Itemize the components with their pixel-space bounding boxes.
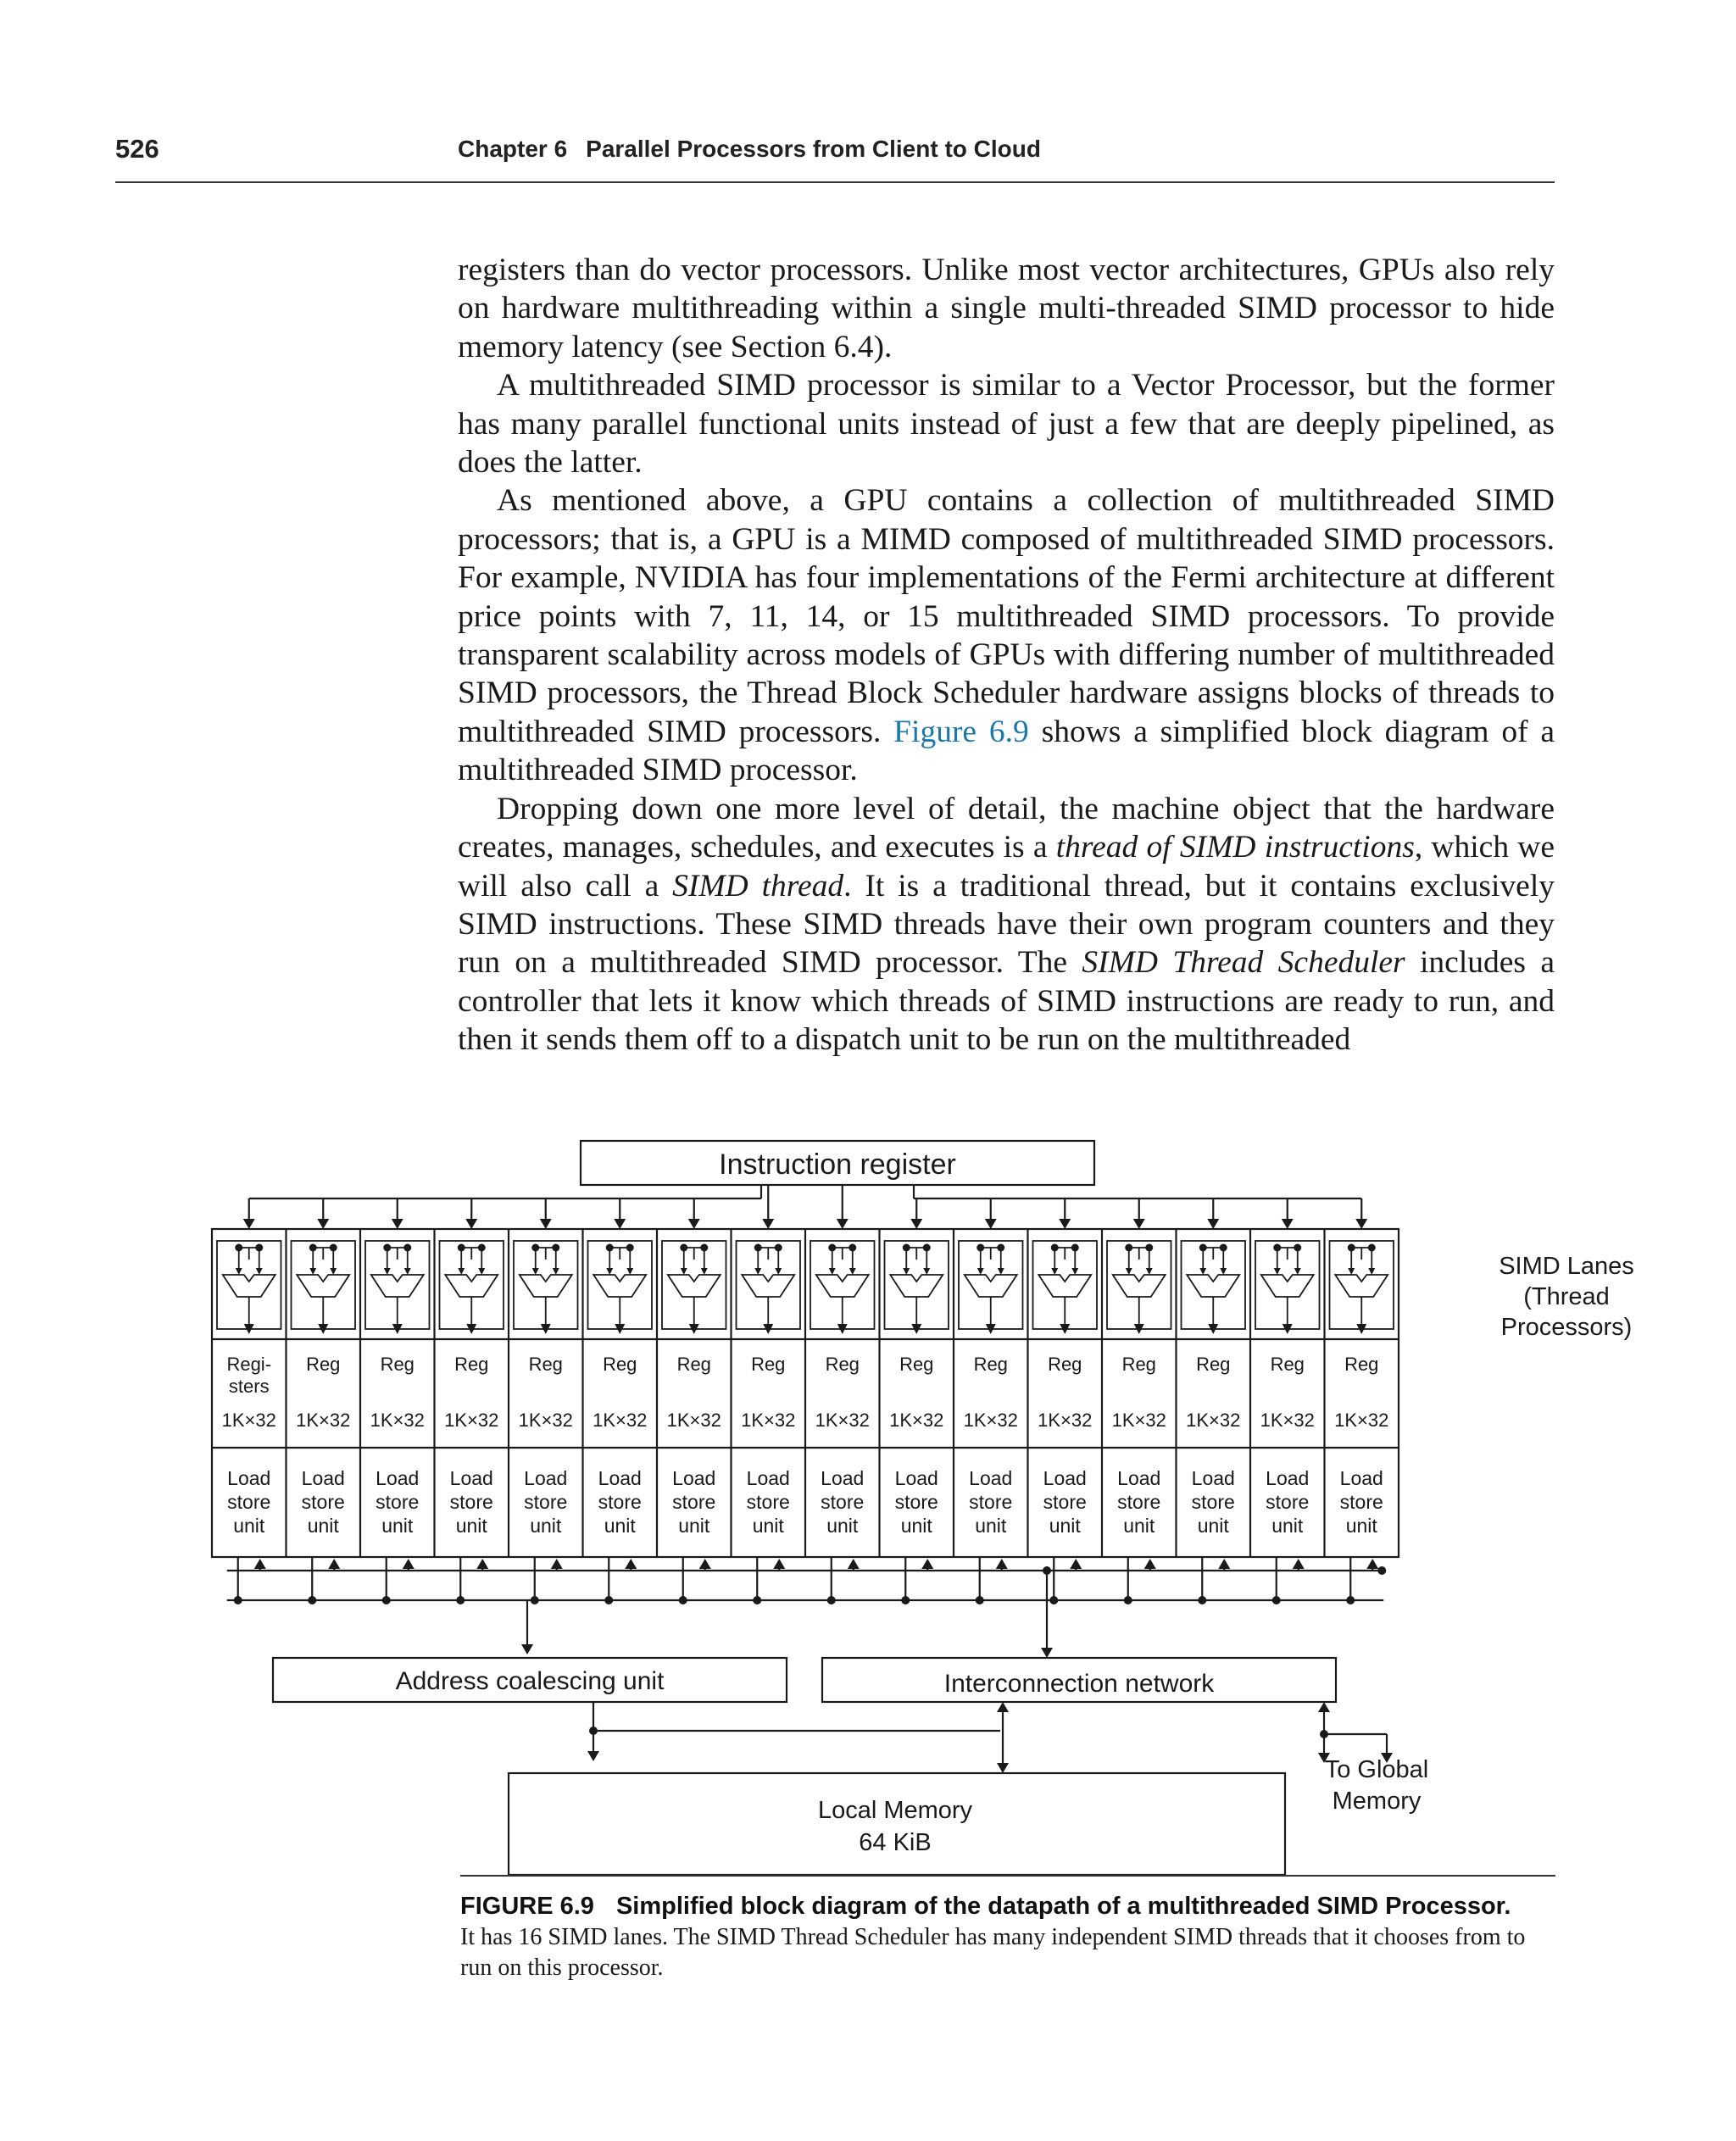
register-file-label: Reg [973, 1354, 1008, 1375]
bus-junction [1049, 1596, 1058, 1604]
instruction-register-label: Instruction register [719, 1148, 956, 1181]
paragraph-4-text-b: , which we will also call a [458, 830, 1555, 904]
running-head [458, 136, 1041, 163]
bus-junction [308, 1596, 316, 1604]
register-file-size: 1K×32 [444, 1410, 499, 1431]
load-store-unit-label: Load [821, 1467, 865, 1489]
load-store-unit-label: store [598, 1491, 642, 1513]
register-file-size: 1K×32 [1334, 1410, 1389, 1431]
paragraph-3-text-b: shows a simplified block diagram of a multithreaded SIMD processor. [458, 714, 1555, 788]
paragraph-3-text-a: As mentioned above, a GPU contains a collection of multithreaded SIMD processors; that is, a GPU is a MIMD composed of multithreaded SIMD processors. For example, NVIDIA has four implementations of the Fermi architecture at different price points with 7, 11, 14, or 15 multithreaded SIMD processors. To provide transparent scalability across models of GPUs with differing number of multithreaded SIMD processors, the Thread Block Scheduler hardware assigns blocks of threads to multithreaded SIMD processors. [458, 483, 1555, 749]
bus-junction [1198, 1596, 1206, 1604]
simd-lanes-label: SIMD Lanes [1499, 1253, 1634, 1280]
ir-lane-arrow [614, 1219, 626, 1229]
load-store-unit-label: unit [1123, 1515, 1155, 1537]
register-file-size: 1K×32 [963, 1410, 1018, 1431]
register-file-label: Reg [1121, 1354, 1156, 1375]
simd-lanes-label: Processors) [1500, 1314, 1633, 1341]
lsu-return-arrow [1218, 1559, 1230, 1569]
load-store-unit-label: unit [307, 1515, 339, 1537]
alu-icon [514, 1241, 578, 1334]
ir-lane-arrow [1355, 1219, 1367, 1229]
interconnection-network-label: Interconnection network [943, 1670, 1215, 1698]
register-file-size: 1K×32 [370, 1410, 425, 1431]
page-header [115, 127, 1555, 183]
load-store-unit-label: Load [449, 1467, 493, 1489]
register-file-label: Reg [676, 1354, 711, 1375]
lsu-return-arrow [848, 1559, 860, 1569]
ir-lane-arrow [1207, 1219, 1219, 1229]
load-store-unit-label: unit [530, 1515, 562, 1537]
load-store-unit-label: Load [1191, 1467, 1235, 1489]
load-store-unit-label: store [1191, 1491, 1235, 1513]
load-store-unit-label: store [1043, 1491, 1087, 1513]
register-file-size: 1K×32 [815, 1410, 870, 1431]
bus-junction [1346, 1596, 1355, 1604]
load-store-unit-label: Load [227, 1467, 271, 1489]
register-file-size: 1K×32 [1260, 1410, 1315, 1431]
register-file-label: Reg [380, 1354, 415, 1375]
alu-icon [1182, 1241, 1246, 1334]
bus-junction [456, 1596, 465, 1604]
load-store-unit-label: Load [672, 1467, 716, 1489]
load-store-unit-label: Load [746, 1467, 790, 1489]
register-file-label: Reg [1196, 1354, 1231, 1375]
load-store-unit-label: Load [894, 1467, 938, 1489]
ir-lane-arrow [910, 1219, 922, 1229]
ir-lane-arrow [985, 1219, 997, 1229]
register-file-label: Reg [603, 1354, 637, 1375]
register-file-label: Reg [899, 1354, 934, 1375]
address-coalescing-unit-label: Address coalescing unit [395, 1667, 665, 1695]
bus-junction [1124, 1596, 1132, 1604]
page-number: 526 [115, 134, 159, 164]
bus-junction [679, 1596, 687, 1604]
chapter-label: Chapter 6 [458, 136, 568, 162]
bus-junction [1377, 1566, 1386, 1575]
alu-icon [1107, 1241, 1171, 1334]
alu-icon [440, 1241, 504, 1334]
lsu-return-arrow [328, 1559, 340, 1569]
load-store-unit-label: store [376, 1491, 420, 1513]
load-store-unit-label: store [449, 1491, 493, 1513]
load-store-unit-label: store [227, 1491, 271, 1513]
load-store-unit-label: Load [1043, 1467, 1087, 1489]
register-file-label: Reg [1270, 1354, 1305, 1375]
load-store-unit-label: store [1117, 1491, 1161, 1513]
load-store-unit-label: Load [1117, 1467, 1161, 1489]
load-store-unit-label: unit [233, 1515, 265, 1537]
ir-lane-arrow [540, 1219, 552, 1229]
body-text [458, 251, 1555, 1059]
paragraph-3 [458, 481, 1555, 789]
paragraph-4-text-d: includes a controller that lets it know which threads of SIMD instructions are ready to run, and then it sends them off to a dispatch unit to be run on the multithreaded [458, 945, 1555, 1058]
load-store-unit-label: Load [524, 1467, 568, 1489]
alu-icon [217, 1241, 281, 1334]
load-store-unit-label: Load [1339, 1467, 1383, 1489]
paragraph-1: registers than do vector processors. Unlike most vector architectures, GPUs also rely on hardware multithreading within a single multi-threaded SIMD processor to hide memory latency (see Section 6.4). [458, 253, 1555, 364]
lsu-return-arrow [1366, 1559, 1378, 1569]
alu-icon [662, 1241, 726, 1334]
chapter-title: Parallel Processors from Client to Cloud [586, 136, 1041, 162]
local-memory-box [509, 1773, 1285, 1875]
local-memory-label: 64 KiB [859, 1829, 932, 1856]
caption-text: It has 16 SIMD lanes. The SIMD Thread Scheduler has many independent SIMD threads that it chooses from to run on this processor. [460, 1924, 1526, 1981]
load-store-unit-label: store [969, 1491, 1013, 1513]
alu-icon [810, 1241, 875, 1334]
register-file-label: Reg [528, 1354, 563, 1375]
load-store-unit-label: unit [752, 1515, 784, 1537]
ir-lane-arrow [762, 1219, 774, 1229]
load-store-unit-label: unit [1271, 1515, 1304, 1537]
lsu-return-arrow [1293, 1559, 1305, 1569]
bus-junction [753, 1596, 761, 1604]
lsu-return-arrow [773, 1559, 785, 1569]
load-store-unit-label: unit [381, 1515, 414, 1537]
to-global-memory-label: Memory [1332, 1788, 1422, 1815]
paragraph-4 [458, 790, 1555, 1059]
local-memory-arrow [587, 1751, 599, 1761]
lsu-return-arrow [1144, 1559, 1156, 1569]
load-store-unit-label: unit [1049, 1515, 1081, 1537]
ir-lane-arrow [317, 1219, 329, 1229]
to-coalescing-arrow [521, 1644, 533, 1654]
paragraph-4-text-c: . It is a traditional thread, but it contains exclusively SIMD instructions. These SIMD threads have their own program counters and they run on a multithreaded SIMD processor. The [458, 868, 1555, 981]
load-store-unit-label: unit [1345, 1515, 1377, 1537]
load-store-unit-label: Load [376, 1467, 420, 1489]
lsu-return-arrow [551, 1559, 563, 1569]
lsu-return-arrow [699, 1559, 711, 1569]
load-store-unit-label: unit [975, 1515, 1007, 1537]
alu-icon [1330, 1241, 1394, 1334]
load-store-unit-label: store [524, 1491, 568, 1513]
load-store-unit-label: unit [826, 1515, 859, 1537]
to-interconnect-arrow [1041, 1648, 1053, 1658]
register-file-size: 1K×32 [1038, 1410, 1093, 1431]
alu-icon [1033, 1241, 1098, 1334]
ir-lane-arrow [392, 1219, 403, 1229]
register-file-size: 1K×32 [296, 1410, 351, 1431]
simd-datapath-diagram [170, 1136, 1634, 1865]
load-store-unit-label: unit [1197, 1515, 1229, 1537]
load-store-unit-label: unit [455, 1515, 487, 1537]
register-file-label: Reg [306, 1354, 341, 1375]
term-thread-of-simd-instructions: thread of SIMD instructions [1055, 830, 1415, 865]
simd-lanes-label: (Thread [1523, 1283, 1610, 1310]
caption-figure-label: FIGURE 6.9 [460, 1893, 594, 1920]
bus-junction [976, 1596, 984, 1604]
register-file-size: 1K×32 [889, 1410, 944, 1431]
interconnect-down-arrow [997, 1763, 1009, 1773]
figure-caption [460, 1875, 1555, 1983]
ir-lane-arrow [688, 1219, 700, 1229]
load-store-unit-label: unit [900, 1515, 932, 1537]
register-file-size: 1K×32 [666, 1410, 721, 1431]
bus-junction [382, 1596, 391, 1604]
bus-junction [1272, 1596, 1281, 1604]
register-file-size: 1K×32 [1111, 1410, 1166, 1431]
load-store-unit-label: store [301, 1491, 345, 1513]
lsu-return-arrow [625, 1559, 637, 1569]
register-file-label: sters [228, 1376, 270, 1397]
lsu-return-arrow [1070, 1559, 1082, 1569]
alu-icon [959, 1241, 1023, 1334]
local-memory-label: Local Memory [817, 1797, 973, 1824]
load-store-unit-label: store [894, 1491, 938, 1513]
register-file-label: Reg [1048, 1354, 1082, 1375]
register-file-label: Reg [454, 1354, 489, 1375]
alu-icon [292, 1241, 356, 1334]
caption-title-line [460, 1890, 1555, 1922]
figure-6-9-link[interactable]: Figure 6.9 [893, 714, 1029, 749]
lsu-return-arrow [476, 1559, 488, 1569]
lsu-return-arrow [403, 1559, 415, 1569]
load-store-unit-label: unit [678, 1515, 710, 1537]
load-store-unit-label: Load [301, 1467, 345, 1489]
ir-lane-arrow [465, 1219, 477, 1229]
bus-junction [234, 1596, 242, 1604]
term-simd-thread: SIMD thread [672, 868, 844, 904]
alu-icon [885, 1241, 949, 1334]
register-file-size: 1K×32 [593, 1410, 648, 1431]
register-file-label: Reg [1344, 1354, 1379, 1375]
lsu-return-arrow [254, 1559, 266, 1569]
ir-lane-arrow [837, 1219, 849, 1229]
lsu-return-arrow [921, 1559, 933, 1569]
load-store-unit-label: store [1266, 1491, 1310, 1513]
to-global-memory-label: To Global [1324, 1756, 1429, 1783]
ir-lane-arrow [243, 1219, 255, 1229]
interconnect-up-arrow [997, 1702, 1009, 1712]
ir-lane-arrow [1282, 1219, 1294, 1229]
bus-junction [531, 1596, 539, 1604]
load-store-unit-label: store [1339, 1491, 1383, 1513]
load-store-unit-label: unit [604, 1515, 636, 1537]
register-file-size: 1K×32 [1186, 1410, 1241, 1431]
ir-lane-arrow [1133, 1219, 1145, 1229]
bus-junction [604, 1596, 613, 1604]
alu-icon [737, 1241, 801, 1334]
paragraph-2: A multithreaded SIMD processor is similar to a Vector Processor, but the former has many parallel functional units instead of just a few that are deeply pipelined, as does the latter. [458, 368, 1555, 481]
register-file-label: Reg [751, 1354, 786, 1375]
alu-icon [588, 1241, 653, 1334]
interconnect-global-up-arrow [1318, 1702, 1330, 1712]
load-store-unit-label: Load [598, 1467, 642, 1489]
bus-junction [827, 1596, 836, 1604]
register-file-size: 1K×32 [741, 1410, 796, 1431]
term-simd-thread-scheduler: SIMD Thread Scheduler [1082, 945, 1405, 981]
load-store-unit-label: store [746, 1491, 790, 1513]
ir-lane-arrow [1059, 1219, 1071, 1229]
caption-title: Simplified block diagram of the datapath of a multithreaded SIMD Processor. [615, 1893, 1511, 1920]
load-store-unit-label: Load [1266, 1467, 1310, 1489]
register-file-size: 1K×32 [221, 1410, 276, 1431]
load-store-unit-label: Load [969, 1467, 1013, 1489]
register-file-label: Reg [825, 1354, 860, 1375]
load-store-unit-label: store [672, 1491, 716, 1513]
bus-junction [901, 1596, 910, 1604]
register-file-label: Regi- [226, 1354, 272, 1375]
bus-junction [1043, 1566, 1051, 1575]
paragraph-4-text-a: Dropping down one more level of detail, the machine object that the hardware creates, manages, schedules, and executes is a [458, 791, 1555, 865]
alu-icon [365, 1241, 430, 1334]
load-store-unit-label: store [821, 1491, 865, 1513]
register-file-size: 1K×32 [518, 1410, 573, 1431]
figure-6-9 [170, 1136, 1634, 1865]
lsu-return-arrow [996, 1559, 1008, 1569]
alu-icon [1255, 1241, 1320, 1334]
